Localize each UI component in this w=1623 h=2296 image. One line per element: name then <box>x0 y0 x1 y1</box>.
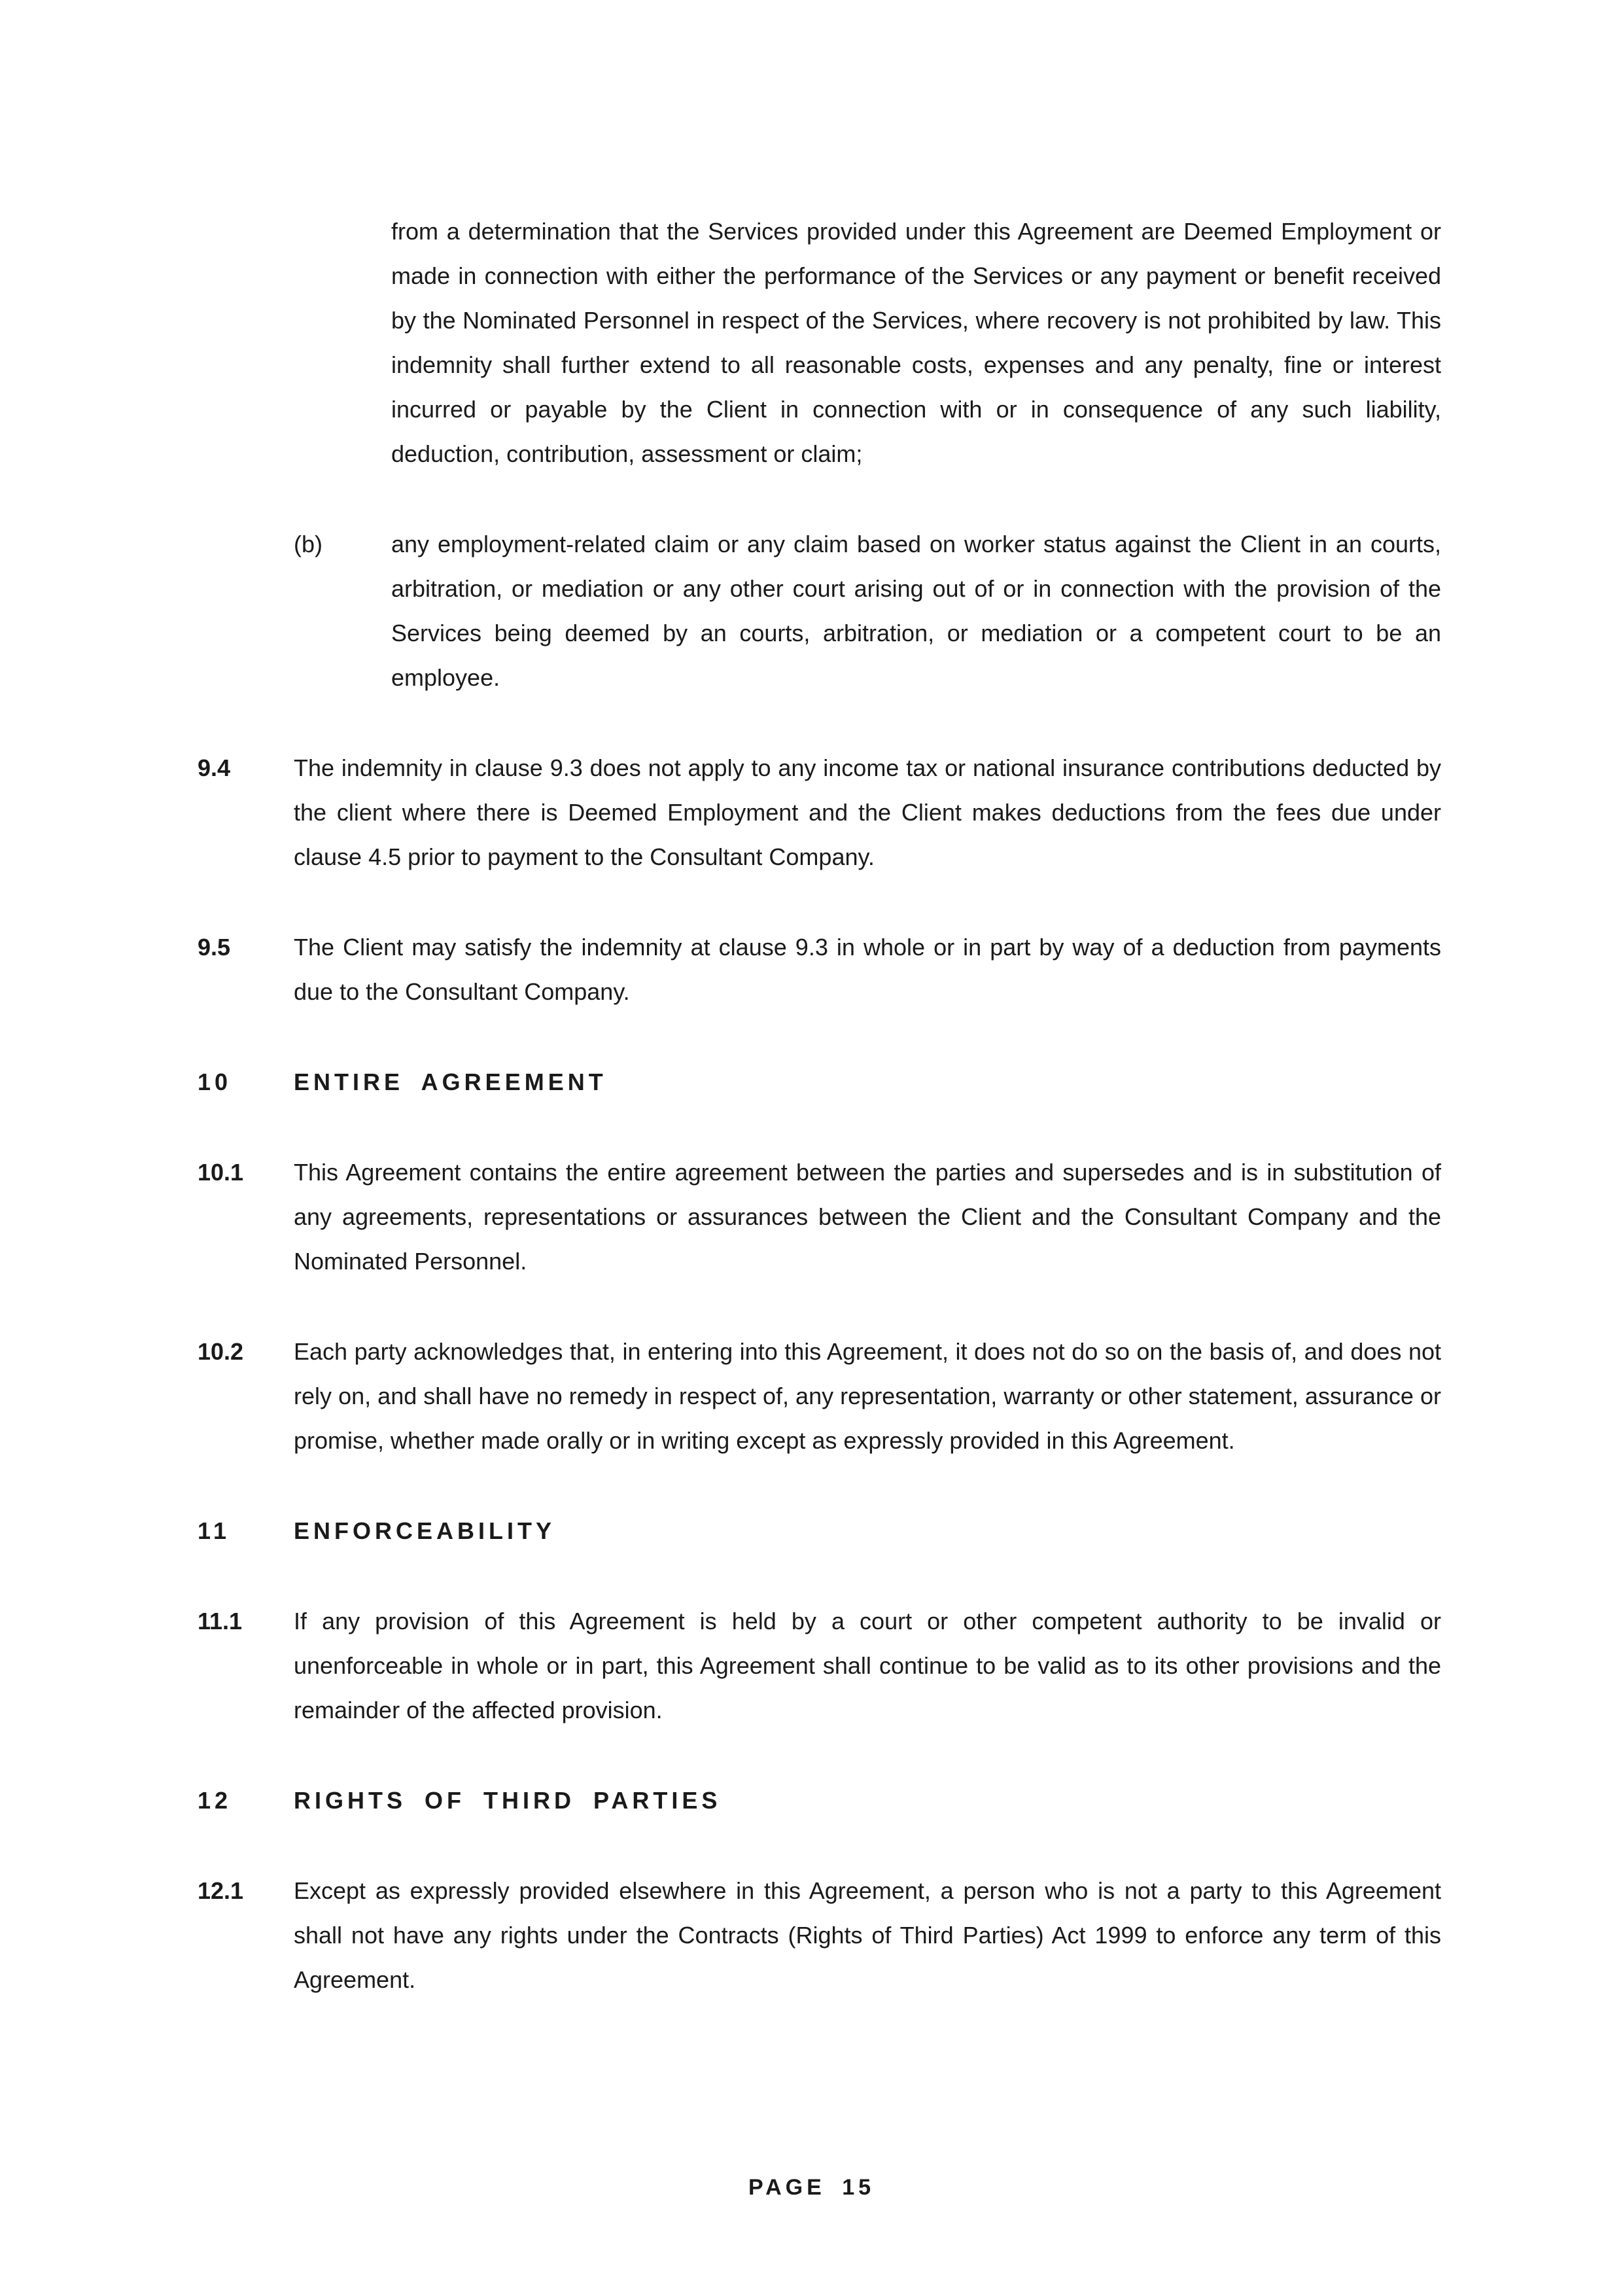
paragraph-text: any employment-related claim or any claim based on worker status against the Client in an courts, arbitration, or mediation or any other court arising out of or in connection with the provision of the Services being deemed by an courts, arbitration, or mediation or a competent court to be an employee. <box>391 531 1441 691</box>
clause-number: 10.1 <box>198 1159 244 1186</box>
section-heading-11 <box>198 1509 1441 1553</box>
subclause-marker: (b) <box>294 531 323 557</box>
clause-number: 12.1 <box>198 1877 244 1904</box>
clause-number: 10.2 <box>198 1338 244 1365</box>
section-title: ENFORCEABILITY <box>294 1517 556 1544</box>
clause-9-4 <box>198 746 1441 879</box>
clause-9-5 <box>198 925 1441 1014</box>
paragraph-text: The Client may satisfy the indemnity at clause 9.3 in whole or in part by way of a deduction from payments due to the Consultant Company. <box>294 934 1441 1005</box>
section-title: RIGHTS OF THIRD PARTIES <box>294 1787 722 1814</box>
clause-11-1 <box>198 1599 1441 1733</box>
clause-number: 11.1 <box>198 1608 243 1634</box>
section-heading-12 <box>198 1778 1441 1823</box>
page-footer <box>0 2165 1623 2210</box>
paragraph-text: The indemnity in clause 9.3 does not apply to any income tax or national insurance contributions deducted by the client where there is Deemed Employment and the Client makes deductions from the fees due under clause 4.5 prior to payment to the Consultant Company. <box>294 754 1441 870</box>
clause-10-1 <box>198 1150 1441 1284</box>
section-heading-10 <box>198 1060 1441 1104</box>
paragraph-text: If any provision of this Agreement is held by a court or other competent authority to be invalid or unenforceable in whole or in part, this Agreement shall continue to be valid as to its other provisions and the remainder of the affected provision. <box>294 1608 1441 1723</box>
section-number: 10 <box>198 1069 232 1095</box>
paragraph-text: from a determination that the Services provided under this Agreement are Deemed Employment or made in connection with either the performance of the Services or any payment or benefit received by the Nominated Personnel in respect of the Services, where recovery is not prohibited by law. This indemnity shall further extend to all reasonable costs, expenses and any penalty, fine or interest incurred or payable by the Client in connection with or in consequence of any such liability, deduction, contribution, assessment or claim; <box>391 218 1441 467</box>
paragraph-text: Except as expressly provided elsewhere in this Agreement, a person who is not a party to this Agreement shall not have any rights under the Contracts (Rights of Third Parties) Act 1999 to enforce any term of this Agreement. <box>294 1877 1441 1993</box>
page-number: PAGE 15 <box>748 2175 875 2200</box>
section-number: 12 <box>198 1787 232 1814</box>
clause-number: 9.5 <box>198 934 231 961</box>
clause-number: 9.4 <box>198 754 231 781</box>
subclause-b <box>198 522 1441 700</box>
section-number: 11 <box>198 1517 231 1544</box>
subclause-a-continuation <box>198 209 1441 476</box>
clause-12-1 <box>198 1869 1441 2002</box>
section-title: ENTIRE AGREEMENT <box>294 1069 607 1095</box>
clause-10-2 <box>198 1330 1441 1463</box>
paragraph-text: This Agreement contains the entire agreement between the parties and supersedes and is in substitution of any agreements, representations or assurances between the Client and the Consultant Company and the Nominated Personnel. <box>294 1159 1441 1275</box>
paragraph-text: Each party acknowledges that, in entering into this Agreement, it does not do so on the basis of, and does not rely on, and shall have no remedy in respect of, any representation, warranty or other statement, assurance or promise, whether made orally or in writing except as expressly provided in this Agreement. <box>294 1338 1441 1454</box>
